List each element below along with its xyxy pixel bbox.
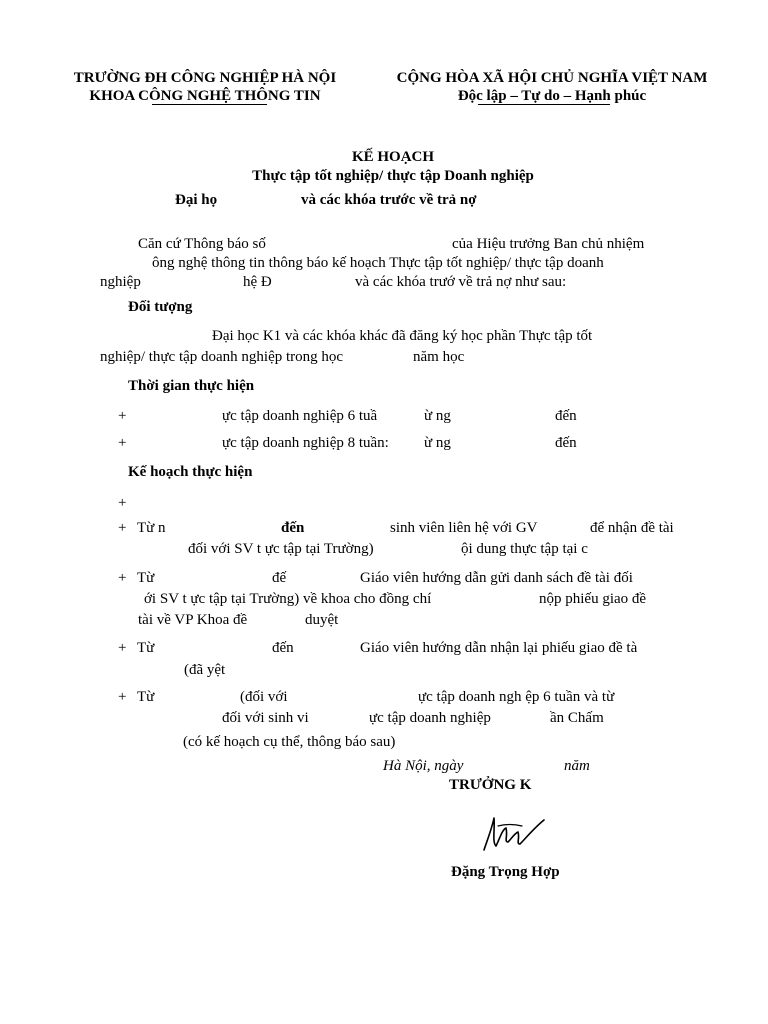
plan-text: ần Chấm	[550, 710, 604, 726]
section-text: ực tập doanh nghiệp 6 tuầ	[222, 408, 378, 424]
section-text: ực tập doanh nghiệp 8 tuần:	[222, 435, 389, 451]
plan-text: sinh viên liên hệ với GV	[390, 520, 538, 536]
plan-text: đối với sinh vi	[222, 710, 309, 726]
section-text: ừ ng	[424, 435, 451, 451]
plan-text: (đã yệt	[184, 662, 226, 678]
plan-text: duyệt	[305, 612, 339, 628]
plan-text: đế	[272, 570, 287, 586]
bullet: +	[118, 520, 127, 536]
faculty-name: KHOA CÔNG NGHỆ THÔNG TIN	[89, 88, 321, 104]
subtitle-line2-a: Đại họ	[175, 192, 218, 208]
plan-text: Từ	[137, 689, 155, 705]
section-text: đến	[555, 435, 577, 451]
nation-name: CỘNG HÒA XÃ HỘI CHỦ NGHĨA VIỆT NAM	[396, 70, 708, 86]
plan-text: để nhận đề tài	[590, 520, 674, 536]
bullet: +	[118, 408, 127, 424]
plan-text: (đối với	[240, 689, 288, 705]
section-heading-doi-tuong: Đối tượng	[128, 299, 193, 315]
section-heading-ke-hoach: Kế hoạch thực hiện	[128, 464, 253, 480]
intro-text: hệ Đ	[243, 274, 272, 290]
motto-underline	[478, 104, 610, 105]
document-title: KẾ HOẠCH	[351, 149, 435, 165]
intro-text: và các khóa trướ về trả nợ như sau:	[355, 274, 567, 290]
plan-text: Giáo viên hướng dẫn gửi danh sách đề tài đối	[360, 570, 633, 586]
section-text: ừ ng	[424, 408, 451, 424]
intro-text: Căn cứ Thông báo số	[138, 236, 266, 252]
bullet: +	[118, 435, 127, 451]
subtitle-line2-b: và các khóa trước về trả nợ	[301, 192, 477, 208]
plan-text: đối với SV t ực tập tại Trường)	[188, 541, 374, 557]
intro-text: của Hiệu trưởng Ban chủ nhiệm	[452, 236, 645, 252]
plan-text: ội dung thực tập tại c	[461, 541, 588, 557]
section-text: đến	[555, 408, 577, 424]
intro-text: nghiệp	[100, 274, 141, 290]
nation-motto: Độc lập – Tự do – Hạnh phúc	[457, 88, 647, 104]
faculty-underline	[152, 104, 267, 105]
plan-text: (có kế hoạch cụ thể, thông báo sau)	[183, 734, 396, 750]
section-text: năm học	[413, 349, 465, 365]
intro-text: ông nghệ thông tin thông báo kế hoạch Thực tập tốt nghiệp/ thực tập doanh	[152, 255, 604, 271]
plan-text: đến	[272, 640, 294, 656]
signer-name: Đặng Trọng Hợp	[451, 864, 560, 880]
plan-text: ực tập doanh nghiệp	[369, 710, 491, 726]
section-text: nghiệp/ thực tập doanh nghiệp trong học	[100, 349, 344, 365]
plan-text: ới SV t ực tập tại Trường) về khoa cho đồng chí	[144, 591, 432, 607]
plan-text: ực tập doanh ngh ệp 6 tuần và từ	[418, 689, 615, 705]
section-heading-thoi-gian: Thời gian thực hiện	[128, 378, 255, 394]
place-date-year: năm	[564, 758, 590, 774]
bullet: +	[118, 689, 127, 705]
plan-text: Từ	[137, 570, 155, 586]
document-subtitle: Thực tập tốt nghiệp/ thực tập Doanh nghiệp	[252, 168, 534, 184]
plan-text: Giáo viên hướng dẫn nhận lại phiếu giao đề tà	[360, 640, 638, 656]
plan-text: tài về VP Khoa đề	[138, 612, 248, 628]
place-date: Hà Nội, ngày	[383, 758, 464, 774]
signer-position: TRƯỞNG K	[449, 777, 532, 793]
bullet: +	[118, 640, 127, 656]
bullet: +	[118, 495, 127, 511]
section-text: Đại học K1 và các khóa khác đã đăng ký học phần Thực tập tốt	[212, 328, 593, 344]
school-name: TRƯỜNG ĐH CÔNG NGHIỆP HÀ NỘI	[73, 70, 337, 86]
plan-text: nộp phiếu giao đề	[539, 591, 647, 607]
plan-text: đến	[281, 520, 305, 536]
plan-text: Từ n	[137, 520, 166, 536]
plan-text: Từ	[137, 640, 155, 656]
signature-image	[478, 808, 548, 858]
bullet: +	[118, 570, 127, 586]
